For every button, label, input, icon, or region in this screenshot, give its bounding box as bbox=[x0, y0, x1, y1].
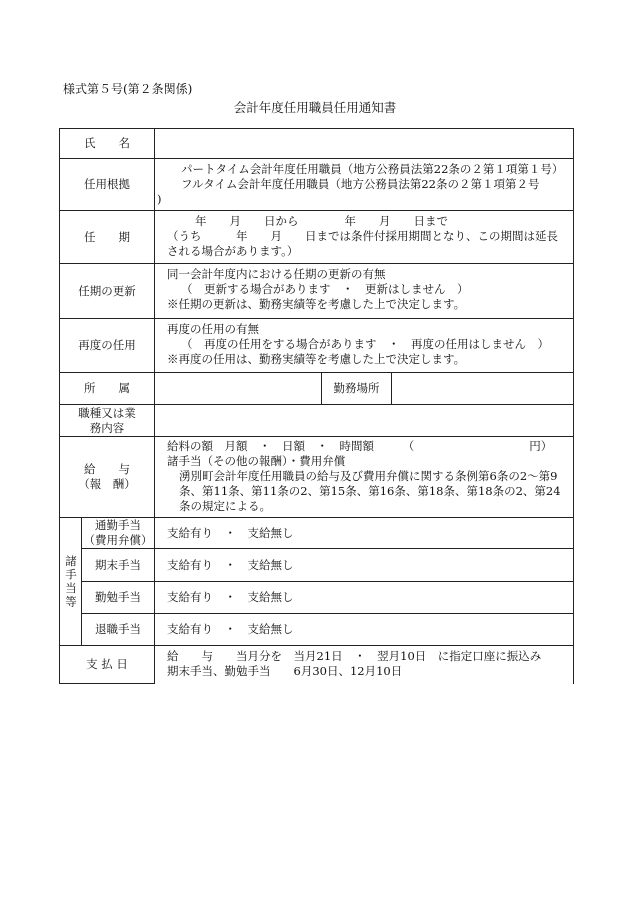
salary-ordinance-note: 湧別町会計年度任用職員の給与及び費用弁償に関する条例第6条の2～第9条、第11条、第11条の2、第15条、第16条、第18条、第18条の2、第24条の規定による。 bbox=[179, 469, 561, 513]
department-label: 所 属 bbox=[60, 373, 155, 405]
commute-allowance-value[interactable]: 支給有り ・ 支給無し bbox=[155, 518, 574, 549]
renewal-question: 同一会計年度内における任期の更新の有無 bbox=[167, 267, 386, 281]
renewal-value[interactable] bbox=[155, 264, 574, 319]
name-value[interactable] bbox=[155, 129, 574, 159]
workplace-value[interactable] bbox=[392, 373, 574, 405]
row-department bbox=[60, 373, 574, 405]
basis-line-closing: ) bbox=[157, 192, 162, 206]
term-dates: 年 月 日から 年 月 日まで bbox=[195, 214, 448, 228]
payday-salary-line: 給 与 当月分を 当月21日 ・ 翌月10日 に指定口座に振込み bbox=[167, 649, 542, 663]
renewal-label: 任期の更新 bbox=[60, 264, 155, 319]
reappointment-options: （ 再度の任用をする場合があります ・ 再度の任用はしません ） bbox=[181, 337, 549, 351]
renewal-note: ※任期の更新は、勤務実績等を考慮した上で決定します。 bbox=[167, 297, 466, 311]
basis-line-fulltime: フルタイム会計年度任用職員（地方公務員法第22条の２第１項第２号 bbox=[181, 177, 540, 191]
reappointment-question: 再度の任用の有無 bbox=[167, 322, 259, 336]
row-allowance-retirement bbox=[60, 614, 574, 646]
form-number: 様式第５号(第２条関係) bbox=[63, 82, 193, 96]
document-title: 会計年度任用職員任用通知書 bbox=[233, 100, 397, 115]
salary-allowances-line: 諸手当（その他の報酬）・費用弁償 bbox=[167, 454, 346, 468]
term-end-allowance-label: 期末手当 bbox=[82, 549, 155, 582]
payday-bonus-line: 期末手当、勤勉手当 6月30日、12月10日 bbox=[167, 664, 403, 678]
name-label: 氏 名 bbox=[60, 129, 155, 159]
retirement-allowance-label: 退職手当 bbox=[82, 614, 155, 646]
allowances-group-text: 諸手当等 bbox=[64, 554, 78, 609]
row-salary bbox=[60, 437, 574, 518]
row-basis bbox=[60, 159, 574, 211]
basis-value[interactable] bbox=[155, 159, 574, 211]
row-term bbox=[60, 211, 574, 264]
term-label: 任 期 bbox=[60, 211, 155, 264]
row-renewal bbox=[60, 264, 574, 319]
commute-allowance-label bbox=[82, 518, 155, 549]
workplace-label: 勤務場所 bbox=[322, 373, 392, 405]
job-type-value[interactable] bbox=[155, 405, 574, 437]
row-reappointment bbox=[60, 319, 574, 373]
row-job-type bbox=[60, 405, 574, 437]
renewal-options: （ 更新する場合があります ・ 更新はしません ） bbox=[181, 282, 469, 296]
term-probation-note: （うち 年 月 日までは条件付採用期間となり、この期間は延長される場合があります。） bbox=[167, 229, 558, 258]
payday-value[interactable] bbox=[155, 646, 574, 684]
salary-label bbox=[60, 437, 155, 518]
commute-allowance-label-main: 通勤手当 bbox=[95, 518, 141, 532]
basis-label: 任用根拠 bbox=[60, 159, 155, 211]
reappointment-value[interactable] bbox=[155, 319, 574, 373]
commute-allowance-label-sub: （費用弁償） bbox=[83, 533, 153, 547]
term-value[interactable] bbox=[155, 211, 574, 264]
salary-value[interactable] bbox=[155, 437, 574, 518]
row-allowance-commute bbox=[60, 518, 574, 549]
allowances-group-label bbox=[60, 518, 82, 646]
retirement-allowance-value[interactable]: 支給有り ・ 支給無し bbox=[155, 614, 574, 646]
payday-label: 支 払 日 bbox=[60, 646, 155, 684]
salary-amount-type: 給料の額 月額 ・ 日額 ・ 時間額 （ 円） bbox=[167, 439, 553, 453]
diligence-allowance-label: 勤勉手当 bbox=[82, 582, 155, 614]
diligence-allowance-value[interactable]: 支給有り ・ 支給無し bbox=[155, 582, 574, 614]
basis-line-parttime: パートタイム会計年度任用職員（地方公務員法第22条の２第１項第１号） bbox=[181, 162, 564, 176]
job-type-label: 職種又は業務内容 bbox=[60, 405, 155, 437]
row-name bbox=[60, 129, 574, 159]
salary-label-sub: （報 酬） bbox=[78, 477, 136, 491]
row-allowance-diligence bbox=[60, 582, 574, 614]
reappointment-label: 再度の任用 bbox=[60, 319, 155, 373]
row-payday bbox=[60, 646, 574, 684]
department-value[interactable] bbox=[155, 373, 322, 405]
appointment-notice-table bbox=[59, 128, 574, 684]
salary-label-main: 給 与 bbox=[84, 462, 130, 476]
row-allowance-term-end bbox=[60, 549, 574, 582]
reappointment-note: ※再度の任用は、勤務実績等を考慮した上で決定します。 bbox=[167, 352, 466, 366]
term-end-allowance-value[interactable]: 支給有り ・ 支給無し bbox=[155, 549, 574, 582]
